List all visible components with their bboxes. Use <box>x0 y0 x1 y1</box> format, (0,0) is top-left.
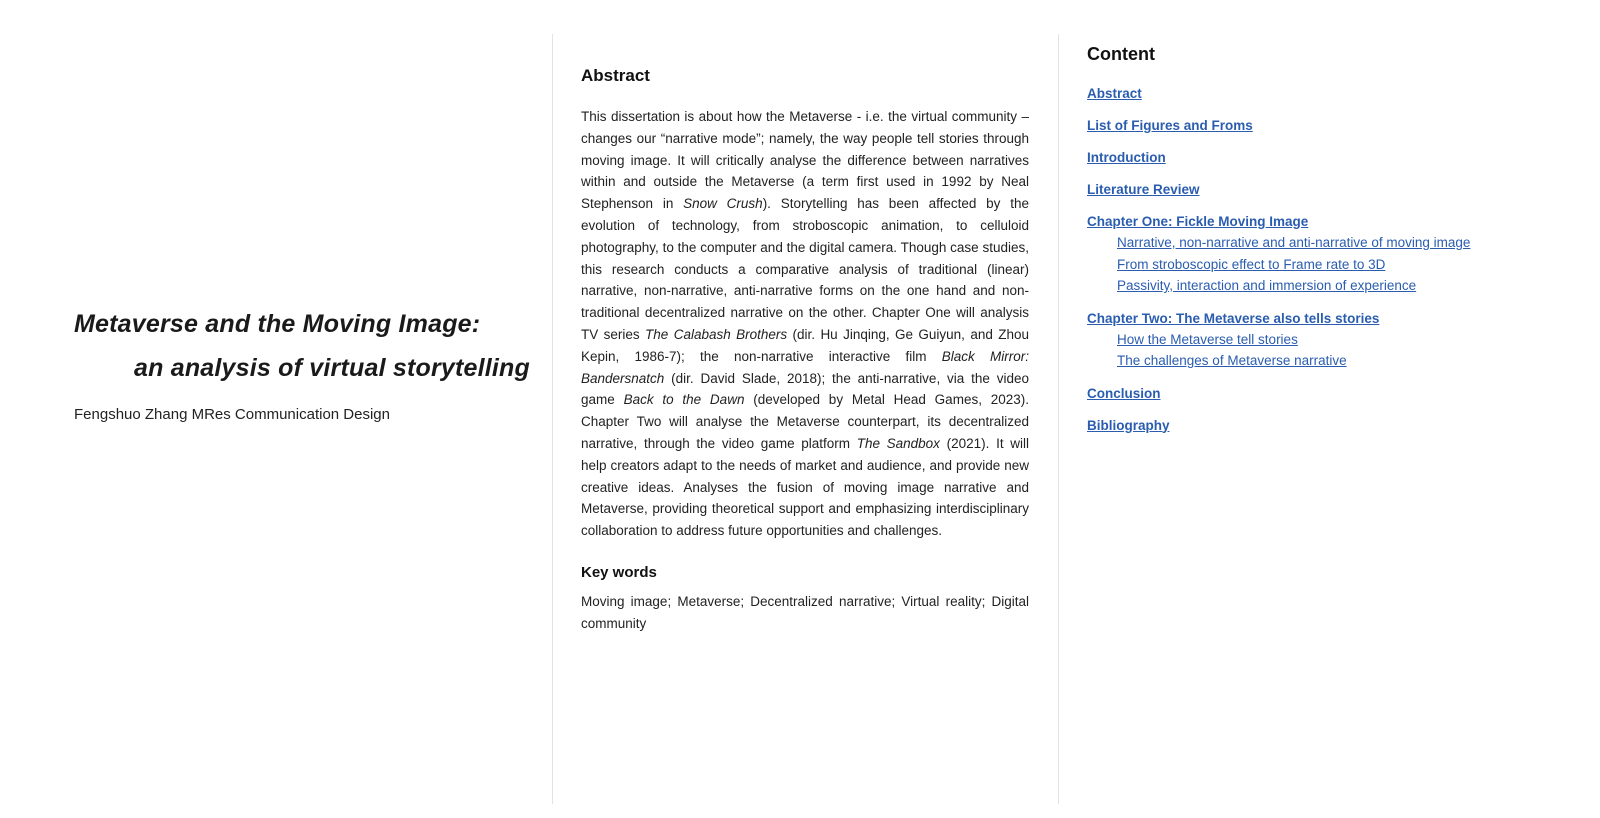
title-line-subtitle: an analysis of virtual storytelling <box>134 354 531 382</box>
abstract-text-run: This dissertation is about how the Metaverse - i.e. the virtual community – changes our “narrative mode”; namely, the way people tell stories through moving image. It will critically analyse the difference between narratives within and outside the Metaverse (a term first used in 1992 by Neal Stephenson in <box>581 109 1029 212</box>
author-line: Fengshuo Zhang MRes Communication Design <box>74 406 390 423</box>
abstract-italic-title: Black Mirror: Bandersnatch <box>581 348 1029 386</box>
title-page <box>0 34 552 804</box>
table-of-contents <box>1087 44 1587 436</box>
toc-link[interactable]: Chapter One: Fickle Moving Image <box>1087 214 1309 229</box>
abstract-page <box>552 34 1059 804</box>
keywords-body: Moving image; Metaverse; Decentralized narrative; Virtual reality; Digital community <box>581 593 1029 631</box>
toc-link[interactable]: Chapter Two: The Metaverse also tells stories <box>1087 310 1380 326</box>
abstract-text-run: (2021). It will help creators adapt to the needs of market and audience, and provide new creative ideas. Analyses the fusion of moving image narrative and Metaverse, providing theoretical support and emphasizing interdisciplinary collaboration to address future opportunities and challenges. <box>581 435 1029 539</box>
abstract-text-run: ). Storytelling has been affected by the evolution of technology, from stroboscopic animation, to celluloid photography, to the computer and the digital camera. Though case studies, this research conducts a comparative analysis of traditional (linear) narrative, non-narrative, anti-narrative forms on the one hand and non-traditional decentralized narrative on the other. Chapter One will analysis TV series <box>581 196 1029 342</box>
contents-page <box>1058 34 1600 804</box>
toc-sublink[interactable]: Narrative, non-narrative and anti-narrative of moving image <box>1117 235 1471 250</box>
toc-link[interactable]: List of Figures and Froms <box>1087 118 1253 133</box>
toc-sublink[interactable]: How the Metaverse tell stories <box>1117 331 1298 347</box>
abstract-italic-title: Snow Crush <box>683 196 763 212</box>
toc-link[interactable]: Conclusion <box>1087 385 1161 401</box>
toc-sublink[interactable]: The challenges of Metaverse narrative <box>1117 353 1347 368</box>
toc-link[interactable]: Introduction <box>1087 150 1166 165</box>
abstract-text-run: (dir. David Slade, 2018); the anti-narrative, via the video game <box>581 370 1029 408</box>
keywords-heading: Key words <box>581 563 657 581</box>
abstract-text-run: (developed by Metal Head Games, 2023). Chapter Two will analyse the Metaverse counterpart, its decentralized narrative, through the video game platform <box>581 392 1030 451</box>
toc-link[interactable]: Abstract <box>1087 86 1142 101</box>
title-line-main: Metaverse and the Moving Image: <box>74 310 481 338</box>
abstract-text-run: (dir. Hu Jinqing, Ge Guiyun, and Zhou Kepin, 1986-7); the non-narrative interactive film <box>581 326 1029 364</box>
abstract-heading: Abstract <box>581 66 650 85</box>
toc-link[interactable]: Literature Review <box>1087 182 1200 197</box>
abstract-body <box>581 106 1029 542</box>
abstract-italic-title: Back to the Dawn <box>623 392 745 408</box>
document-title <box>74 302 534 390</box>
toc-sublink[interactable]: Passivity, interaction and immersion of experience <box>1117 278 1417 293</box>
abstract-italic-title: The Sandbox <box>856 435 940 451</box>
toc-list <box>1087 83 1587 436</box>
toc-heading: Content <box>1087 44 1155 64</box>
abstract-section <box>581 66 1029 635</box>
toc-sublink[interactable]: From stroboscopic effect to Frame rate to 3D <box>1117 256 1386 272</box>
abstract-italic-title: The Calabash Brothers <box>645 326 788 342</box>
toc-link[interactable]: Bibliography <box>1087 417 1170 433</box>
